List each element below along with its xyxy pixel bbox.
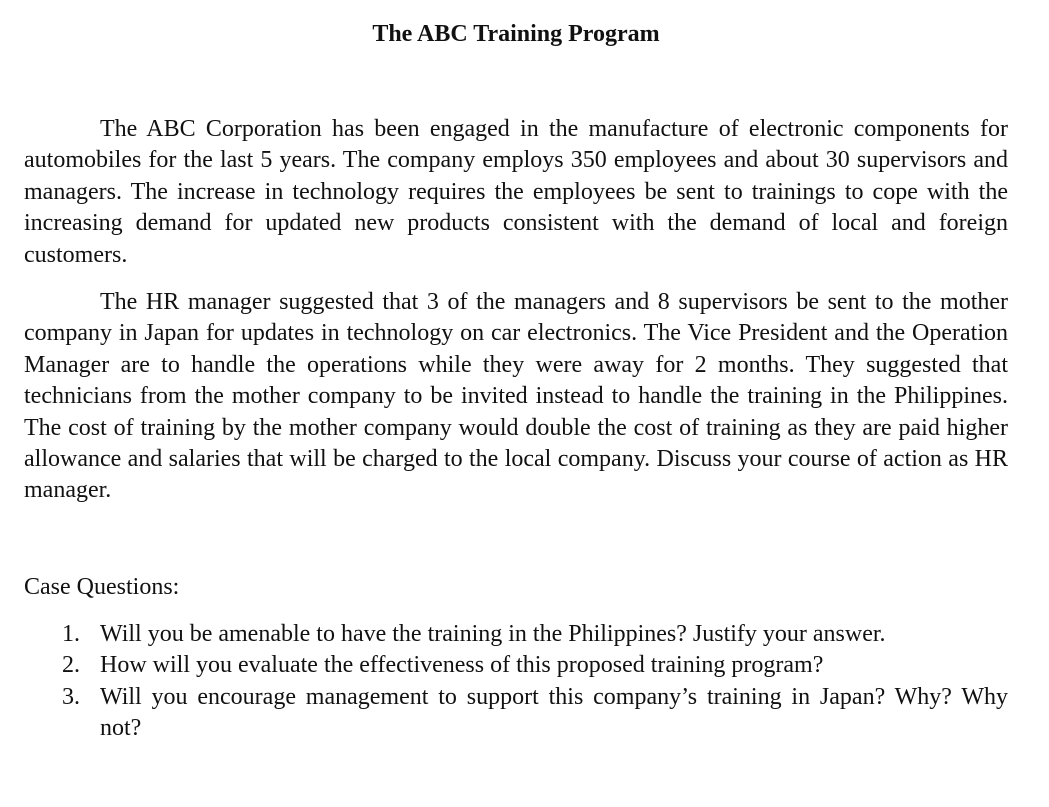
question-item bbox=[24, 682, 1008, 745]
question-number: 3. bbox=[62, 683, 80, 710]
question-text: Will you be amenable to have the training in the Philippines? Justify your answer. bbox=[100, 621, 886, 647]
question-number: 2. bbox=[62, 652, 80, 679]
question-text: How will you evaluate the effectiveness of this proposed training program? bbox=[100, 652, 824, 679]
case-paragraph-1: The ABC Corporation has been engaged in the manufacture of electronic components for automobiles for the last 5 years. The company employs 350 employees and about 30 supervisors and managers. The increase in technology requires the employees be sent to trainings to cope with the increasing demand for updated new products consistent with the demand of local and foreign customers. bbox=[24, 116, 1008, 268]
case-questions-heading: Case Questions: bbox=[24, 574, 180, 600]
case-questions-list bbox=[24, 619, 1008, 745]
document-page bbox=[24, 0, 1008, 807]
document-title: The ABC Training Program bbox=[372, 21, 660, 47]
case-paragraph-2: The HR manager suggested that 3 of the managers and 8 supervisors be sent to the mother company in Japan for updates in technology on car electronics. The Vice President and the Operation Manager are to handle the operations while they were away for 2 months. They suggested that technicians from the mother company to be invited instead to handle the training in the Philippines. The cost of training by the mother company would double the cost of training as they are paid higher allowance and salaries that will be charged to the local company. Discuss your course of action as HR manager. bbox=[24, 289, 1008, 504]
question-number: 1. bbox=[62, 621, 80, 647]
question-item bbox=[24, 650, 1008, 681]
question-text: Will you encourage management to support this company’s training in Japan? Why? Why not? bbox=[100, 683, 1008, 742]
question-item bbox=[24, 619, 1008, 650]
